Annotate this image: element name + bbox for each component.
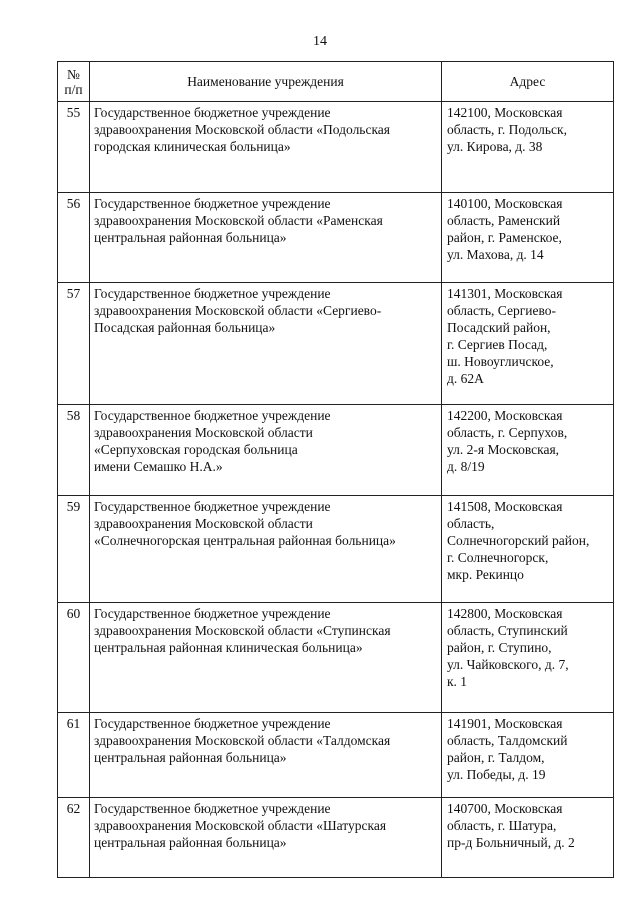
institution-name-line: Государственное бюджетное учреждение — [94, 801, 331, 816]
table-row — [58, 496, 614, 603]
institution-address — [442, 405, 614, 496]
institution-name — [90, 102, 442, 193]
row-number: 61 — [58, 713, 90, 798]
institution-name-line: Государственное бюджетное учреждение — [94, 105, 331, 120]
address-line: ш. Новоугличское, — [447, 354, 554, 369]
address-line: г. Сергиев Посад, — [447, 337, 548, 352]
institution-address — [442, 283, 614, 405]
row-number: 55 — [58, 102, 90, 193]
institution-name — [90, 798, 442, 878]
address-line: мкр. Рекинцо — [447, 567, 524, 582]
institution-name-line: городская клиническая больница» — [94, 139, 291, 154]
address-line: область, г. Серпухов, — [447, 425, 568, 440]
table-row — [58, 713, 614, 798]
address-line: область, Талдомский — [447, 733, 568, 748]
institution-name-line: Государственное бюджетное учреждение — [94, 499, 331, 514]
address-line: 140100, Московская — [447, 196, 563, 211]
address-line: 141301, Московская — [447, 286, 563, 301]
table-row — [58, 193, 614, 283]
institution-name-line: здравоохранения Московской области «Подольская — [94, 122, 391, 137]
institution-name-line: здравоохранения Московской области — [94, 516, 313, 531]
address-line: Посадский район, — [447, 320, 551, 335]
header-number — [58, 62, 90, 102]
address-line: область, Сергиево- — [447, 303, 557, 318]
institution-name-line: центральная районная больница» — [94, 835, 287, 850]
institution-name-line: здравоохранения Московской области «Сергиево- — [94, 303, 382, 318]
institution-name — [90, 405, 442, 496]
address-line: пр-д Больничный, д. 2 — [447, 835, 575, 850]
institution-name-line: Государственное бюджетное учреждение — [94, 196, 331, 211]
institution-name-line: «Солнечногорская центральная районная больница» — [94, 533, 396, 548]
address-line: район, г. Раменское, — [447, 230, 562, 245]
row-number: 58 — [58, 405, 90, 496]
address-line: д. 62А — [447, 371, 484, 386]
institution-name-line: здравоохранения Московской области «Шатурская — [94, 818, 387, 833]
address-line: к. 1 — [447, 674, 468, 689]
address-line: 141508, Московская — [447, 499, 563, 514]
institution-name-line: «Серпуховская городская больница — [94, 442, 298, 457]
header-number-symbol: № — [67, 66, 80, 82]
row-number: 59 — [58, 496, 90, 603]
row-number: 56 — [58, 193, 90, 283]
institution-name — [90, 283, 442, 405]
address-line: ул. Кирова, д. 38 — [447, 139, 543, 154]
address-line: д. 8/19 — [447, 459, 485, 474]
institution-name-line: Государственное бюджетное учреждение — [94, 408, 331, 423]
institution-name-line: центральная районная больница» — [94, 750, 287, 765]
address-line: ул. Махова, д. 14 — [447, 247, 544, 262]
header-institution-name: Наименование учреждения — [90, 62, 442, 102]
address-line: г. Солнечногорск, — [447, 550, 549, 565]
row-number: 62 — [58, 798, 90, 878]
institution-name-line: имени Семашко Н.А.» — [94, 459, 223, 474]
institution-address — [442, 193, 614, 283]
address-line: область, Раменский — [447, 213, 561, 228]
address-line: область, Ступинский — [447, 623, 568, 638]
address-line: 140700, Московская — [447, 801, 563, 816]
institution-name-line: здравоохранения Московской области «Талдомская — [94, 733, 391, 748]
table-row — [58, 405, 614, 496]
address-line: область, г. Подольск, — [447, 122, 567, 137]
address-line: район, г. Талдом, — [447, 750, 545, 765]
institution-name-line: центральная районная больница» — [94, 230, 287, 245]
institution-name-line: здравоохранения Московской области «Раменская — [94, 213, 383, 228]
institution-address — [442, 798, 614, 878]
address-line: ул. 2-я Московская, — [447, 442, 560, 457]
address-line: район, г. Ступино, — [447, 640, 552, 655]
institution-name — [90, 713, 442, 798]
page-number: 14 — [313, 34, 327, 49]
institution-address — [442, 603, 614, 713]
address-line: 142200, Московская — [447, 408, 563, 423]
table-row — [58, 603, 614, 713]
institution-name — [90, 603, 442, 713]
address-line: область, г. Шатура, — [447, 818, 557, 833]
table-row — [58, 102, 614, 193]
institution-address — [442, 102, 614, 193]
table-row — [58, 798, 614, 878]
row-number: 60 — [58, 603, 90, 713]
address-line: 141901, Московская — [447, 716, 563, 731]
institution-name-line: Посадская районная больница» — [94, 320, 276, 335]
address-line: 142800, Московская — [447, 606, 563, 621]
institution-name — [90, 193, 442, 283]
row-number: 57 — [58, 283, 90, 405]
institution-name-line: Государственное бюджетное учреждение — [94, 606, 331, 621]
header-number-abbr: п/п — [64, 81, 83, 97]
address-line: область, — [447, 516, 495, 531]
institutions-table — [57, 61, 614, 878]
table-row — [58, 283, 614, 405]
address-line: 142100, Московская — [447, 105, 563, 120]
institution-name-line: здравоохранения Московской области «Ступинская — [94, 623, 391, 638]
address-line: ул. Победы, д. 19 — [447, 767, 546, 782]
table-header-row — [58, 62, 614, 102]
institution-name — [90, 496, 442, 603]
institution-name-line: Государственное бюджетное учреждение — [94, 716, 331, 731]
address-line: ул. Чайковского, д. 7, — [447, 657, 569, 672]
institution-name-line: Государственное бюджетное учреждение — [94, 286, 331, 301]
header-address: Адрес — [442, 62, 614, 102]
institution-address — [442, 713, 614, 798]
institution-name-line: центральная районная клиническая больница» — [94, 640, 363, 655]
address-line: Солнечногорский район, — [447, 533, 590, 548]
institution-address — [442, 496, 614, 603]
institution-name-line: здравоохранения Московской области — [94, 425, 313, 440]
